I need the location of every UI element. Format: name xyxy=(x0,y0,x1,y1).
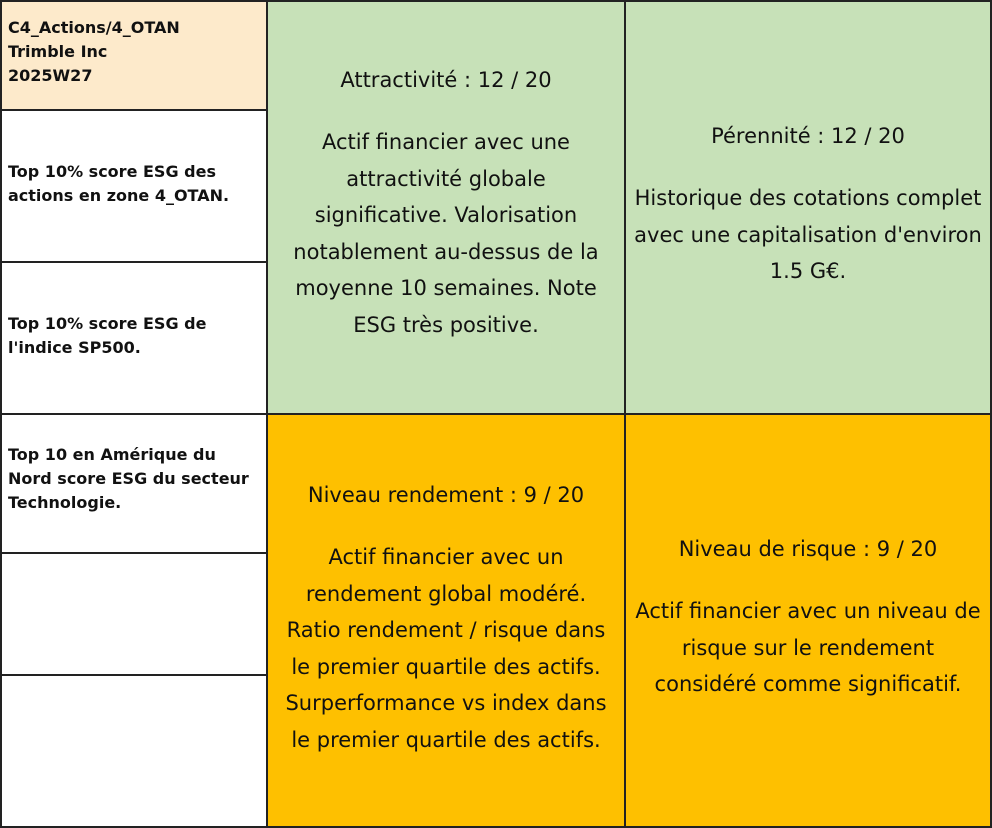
esg-sector-cell xyxy=(0,413,268,554)
attractivite-body: Actif financier avec une attractivité globale significative. Valorisation notablement au-dessus de la moyenne 10 semaines. Note ESG très positive. xyxy=(293,130,599,337)
week-label: 2025W27 xyxy=(8,66,93,85)
esg-index-cell xyxy=(0,261,268,415)
esg-index-text: Top 10% score ESG de l'indice SP500. xyxy=(8,314,207,357)
empty-cell xyxy=(0,674,268,828)
perennite-panel xyxy=(624,0,992,415)
category-label: C4_Actions/4_OTAN xyxy=(8,18,180,37)
esg-zone-cell xyxy=(0,109,268,263)
attractivite-panel xyxy=(266,0,626,415)
risque-panel xyxy=(624,413,992,828)
esg-sector-text: Top 10 en Amérique du Nord score ESG du secteur Technologie. xyxy=(8,445,249,512)
empty-cell xyxy=(0,552,268,676)
header-cell xyxy=(0,0,268,111)
perennite-body: Historique des cotations complet avec une capitalisation d'environ 1.5 G€. xyxy=(634,186,982,283)
company-name: Trimble Inc xyxy=(8,42,108,61)
rendement-body: Actif financier avec un rendement global modéré. Ratio rendement / risque dans le premier quartile des actifs. Surperformance vs index dans le premier quartile des actifs. xyxy=(285,545,607,752)
rendement-panel xyxy=(266,413,626,828)
risque-body: Actif financier avec un niveau de risque sur le rendement considéré comme significatif. xyxy=(635,599,981,696)
risque-title: Niveau de risque : 9 / 20 xyxy=(678,537,938,561)
rendement-title: Niveau rendement : 9 / 20 xyxy=(307,483,585,507)
attractivite-title: Attractivité : 12 / 20 xyxy=(340,68,552,92)
esg-zone-text: Top 10% score ESG des actions en zone 4_OTAN. xyxy=(8,162,230,205)
perennite-title: Pérennité : 12 / 20 xyxy=(711,124,905,148)
